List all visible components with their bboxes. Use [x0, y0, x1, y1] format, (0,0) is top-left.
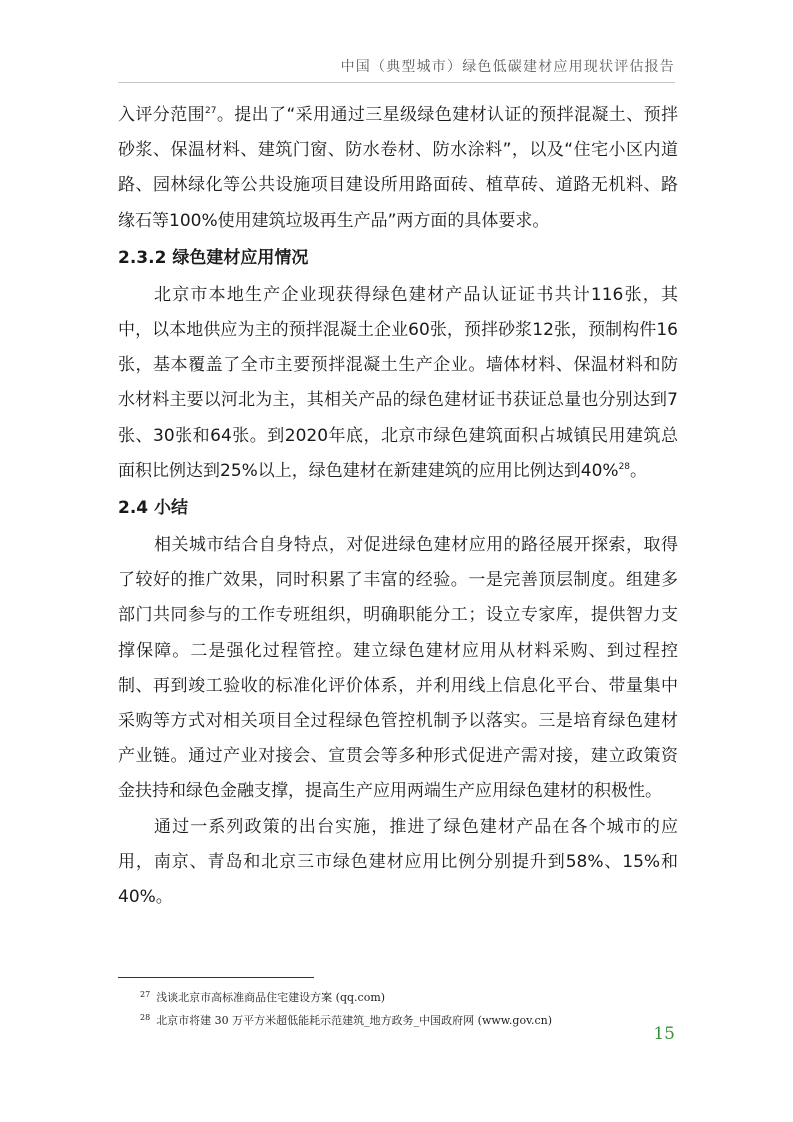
section-heading-2-4: 2.4 小结: [118, 498, 189, 519]
section-heading-2-3-2: 2.3.2 绿色建材应用情况: [118, 247, 309, 268]
paragraph-conclusion: 通过一系列政策的出台实施，推进了绿色建材产品在各个城市的应用，南京、青岛和北京三市绿色建材应用比例分别提升到58%、15%和40%。: [118, 816, 678, 908]
paragraph-text: 。提出了“采用通过三星级绿色建材认证的预拌混凝土、预拌砂浆、保温材料、建筑门窗、防水卷材、防水涂料”，以及“住宅小区内道路、园林绿化等公共设施项目建设所用路面砖、植草砖、道路无机料、路缘石等100%使用建筑垃圾再生产品”两方面的具体要求。: [118, 105, 679, 231]
footnotes: [140, 985, 660, 1031]
footnote-item: [140, 1008, 660, 1031]
footnote-ref-27[interactable]: 27: [205, 106, 217, 116]
paragraph-text: 入评分范围: [118, 105, 205, 125]
footnote-divider: [118, 977, 314, 978]
page-number: 15: [653, 1024, 675, 1044]
page-header-title: 中国（典型城市）绿色低碳建材应用现状评估报告: [340, 59, 675, 75]
footnote-number: 27: [140, 990, 151, 999]
paragraph-text: 。: [630, 460, 648, 481]
paragraph-beijing-application: [118, 278, 678, 489]
paragraph-text: 北京市本地生产企业现获得绿色建材产品认证证书共计116张，其中，以本地供应为主的预拌混凝土企业60张，预拌砂浆12张，预制构件16张，基本覆盖了全市主要预拌混凝土生产企业。墙体材料、保温材料和防水材料主要以河北为主，其相关产品的绿色建材证书获证总量也分别达到7张、30张和64张。到2020年底，北京市绿色建筑面积占城镇民用建筑总面积比例达到25%以上，绿色建材在新建建筑的应用比例达到40%: [118, 284, 678, 481]
footnote-item: [140, 985, 660, 1008]
header-divider: [118, 82, 675, 83]
footnote-text[interactable]: 浅谈北京市高标准商品住宅建设方案 (qq.com): [156, 991, 386, 1004]
footnote-number: 28: [140, 1013, 151, 1022]
paragraph-summary: 相关城市结合自身特点，对促进绿色建材应用的路径展开探索，取得了较好的推广效果，同时积累了丰富的经验。一是完善顶层制度。组建多部门共同参与的工作专班组织，明确职能分工；设立专家库，提供智力支撑保障。二是强化过程管控。建立绿色建材应用从材料采购、到过程控制、再到竣工验收的标准化评价体系，并利用线上信息化平台、带量集中采购等方式对相关项目全过程绿色管控机制予以落实。三是培育绿色建材产业链。通过产业对接会、宣贯会等多种形式促进产需对接，建立政策资金扶持和绿色金融支撑，提高生产应用两端生产应用绿色建材的积极性。: [118, 535, 678, 802]
footnote-ref-28[interactable]: 28: [618, 461, 631, 472]
paragraph-intro: [118, 98, 678, 239]
main-content: [118, 98, 678, 915]
footnote-text[interactable]: 北京市将建 30 万平方米超低能耗示范建筑_地方政务_中国政府网 (www.gov.cn): [156, 1014, 553, 1027]
